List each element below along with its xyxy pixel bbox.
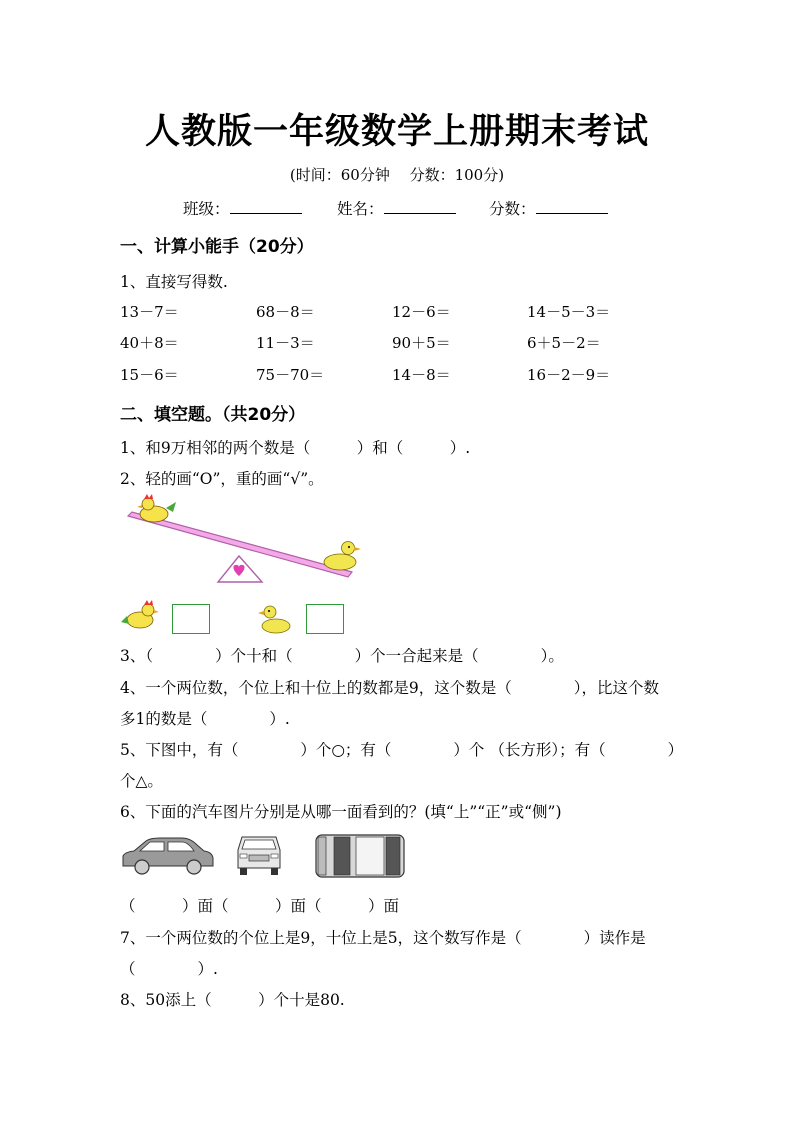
car-top-view-icon <box>314 832 406 880</box>
s2-question-5a: 5、下图中，有（ ）个○；有（ ）个 （长方形）；有（ ） <box>120 741 684 759</box>
page-title: 人教版一年级数学上册期末考试 <box>144 112 649 152</box>
s2-question-2: 2、轻的画“O”，重的画“√”。 <box>120 470 324 488</box>
calc-cell: 16－2－9＝ <box>527 366 611 384</box>
s2-question-8: 8、50添上（ ）个十是80. <box>120 991 345 1009</box>
name-field <box>337 197 456 219</box>
duck-icon <box>256 600 298 636</box>
s2-question-6-answers: （ ）面（ ）面（ ）面 <box>120 897 400 915</box>
score-blank[interactable] <box>536 199 608 214</box>
seesaw-illustration <box>120 490 370 590</box>
name-blank[interactable] <box>384 199 456 214</box>
section2-heading: 二、填空题。（共20分） <box>120 405 306 425</box>
rooster-answer-box[interactable] <box>172 604 210 634</box>
calc-cell: 75－70＝ <box>256 366 325 384</box>
car-front-view-icon <box>234 834 284 878</box>
s2-question-4a: 4、一个两位数，个位上和十位上的数都是9，这个数是（ ），比这个数 <box>120 679 659 697</box>
score-label: 分数： <box>489 200 536 218</box>
calc-cell: 12－6＝ <box>392 303 451 321</box>
s2-question-7b: （ ）. <box>120 960 218 978</box>
calc-cell: 14－5－3＝ <box>527 303 611 321</box>
s2-question-3: 3、（ ）个十和（ ）个一合起来是（ ）。 <box>120 647 564 665</box>
calc-cell: 14－8＝ <box>392 366 451 384</box>
rooster-icon <box>137 494 176 522</box>
exam-subtitle: (时间：60分钟 分数：100分) <box>289 166 505 184</box>
section1-heading: 一、计算小能手（20分） <box>120 237 314 257</box>
car-side-view-icon <box>120 834 216 878</box>
calc-cell: 40＋8＝ <box>120 334 179 352</box>
s2-question-4b: 多1的数是（ ）. <box>120 710 290 728</box>
calc-cell: 6＋5－2＝ <box>527 334 601 352</box>
s2-question-5b: 个△。 <box>120 772 163 790</box>
rooster-icon <box>120 598 164 634</box>
calc-cell: 15－6＝ <box>120 366 179 384</box>
class-blank[interactable] <box>230 199 302 214</box>
s2-question-6: 6、下面的汽车图片分别是从哪一面看到的？(填“上”“正”或“侧”) <box>120 803 562 821</box>
duck-answer-box[interactable] <box>306 604 344 634</box>
s2-question-7a: 7、一个两位数的个位上是9，十位上是5，这个数写作是（ ）读作是 <box>120 929 646 947</box>
calc-cell: 90＋5＝ <box>392 334 451 352</box>
class-label: 班级： <box>183 200 230 218</box>
name-label: 姓名： <box>337 200 384 218</box>
calc-cell: 68－8＝ <box>256 303 315 321</box>
duck-icon <box>324 542 361 571</box>
calc-cell: 11－3＝ <box>256 334 315 352</box>
calc-cell: 13－7＝ <box>120 303 179 321</box>
class-field <box>183 197 302 219</box>
s2-question-1: 1、和9万相邻的两个数是（ ）和（ ）. <box>120 439 471 457</box>
s1-question-1: 1、直接写得数. <box>120 273 228 291</box>
score-field <box>489 197 608 219</box>
